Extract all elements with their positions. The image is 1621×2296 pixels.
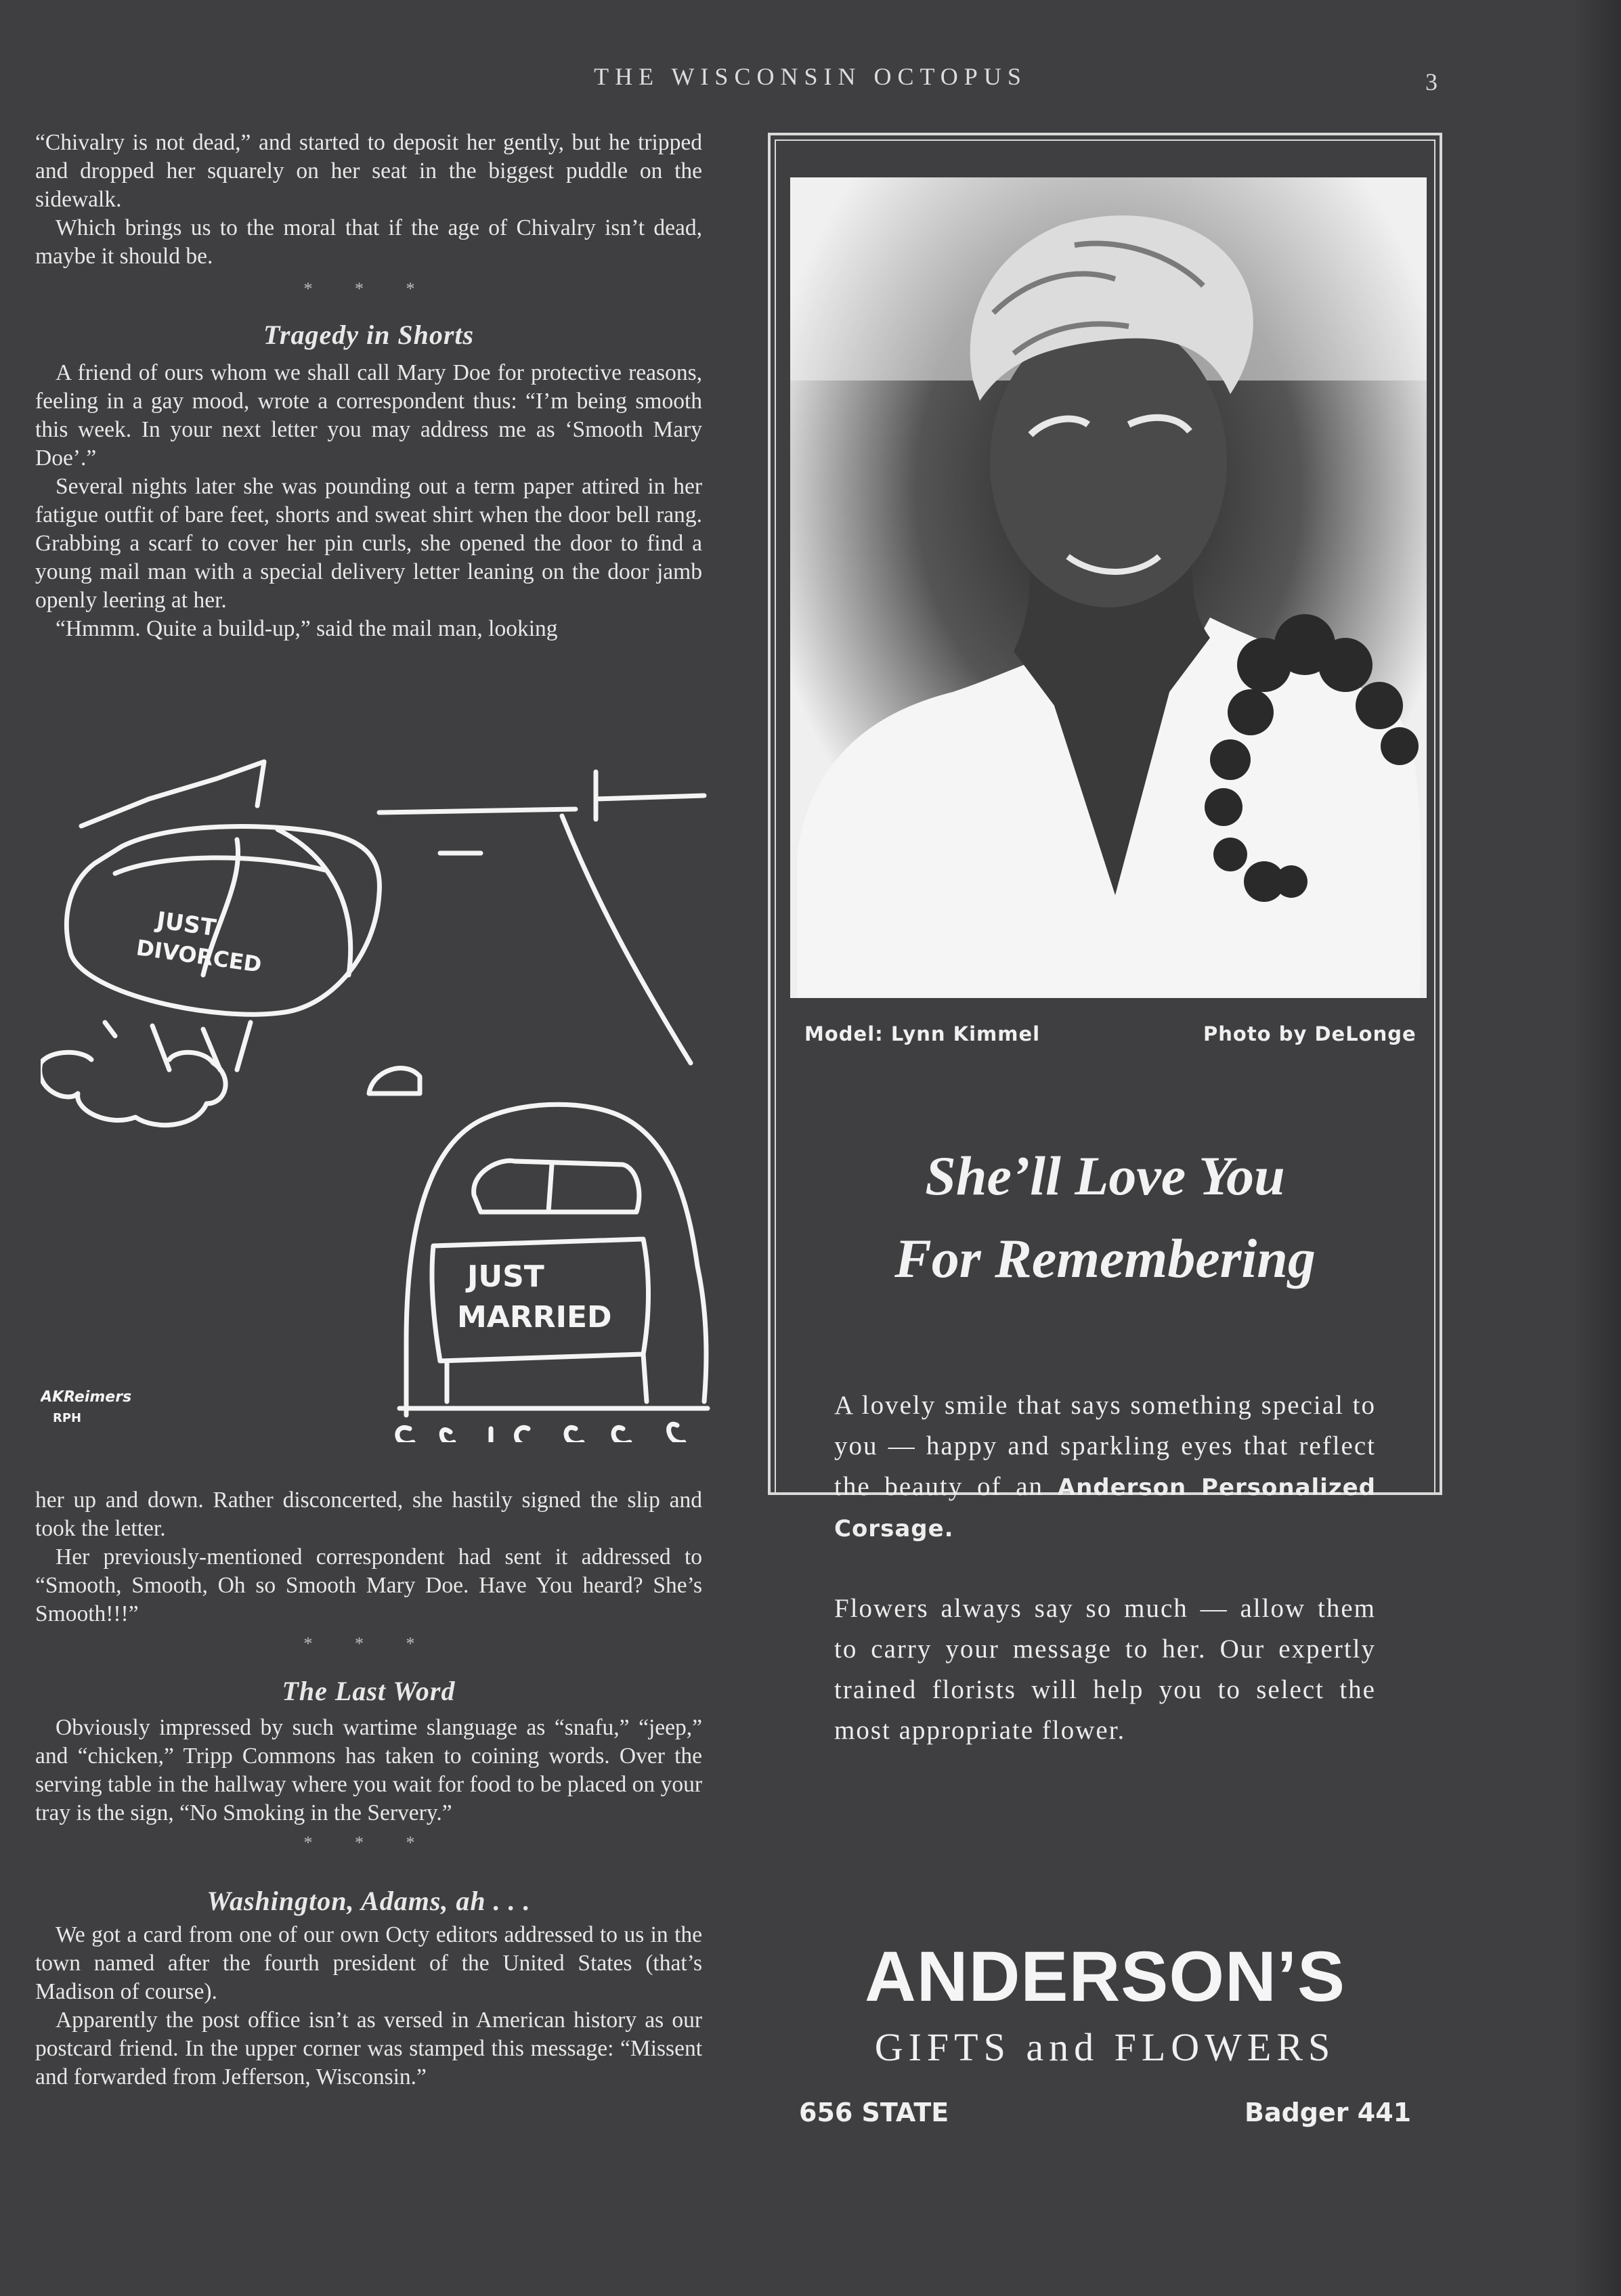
tragedy-paragraph-2: Several nights later she was pounding out a term paper attired in her fatigue outfit of bare feet, shorts and sweat shirt when the door bell rang. Grabbing a scarf to cover her pin curls, she opened the door to find a young mail man with a special delivery letter leaning on the door jamb openly leering at her. <box>35 474 702 613</box>
ad-body-text-1: A lovely smile that says something special to you — happy and sparkling eyes that reflect the beauty of an <box>834 1391 1376 1501</box>
married-sign-line2: MARRIED <box>457 1300 612 1335</box>
road-line <box>379 809 576 813</box>
section-separator: * * * <box>303 1634 434 1653</box>
page-edge-shadow <box>1574 0 1621 2296</box>
brand-tagline: GIFTS and FLOWERS <box>874 2025 1336 2069</box>
section-separator: * * * <box>303 279 434 299</box>
ad-body-emphasis: Anderson Personalized Corsage. <box>834 1474 1377 1542</box>
washington-paragraph-2: Apparently the post office isn’t as versed in American history as our postcard friend. In the upper corner was stamped this message: “Missent and forwarded from Jefferson, Wisconsin.” <box>35 2008 702 2089</box>
tragedy-paragraph-3-continued: her up and down. Rather disconcerted, she hastily signed the slip and took the letter. <box>35 1488 702 1541</box>
ad-headline-line1: She’ll Love You <box>925 1145 1285 1207</box>
married-car-window <box>474 1161 639 1212</box>
model-credit: Model: Lynn Kimmel <box>804 1022 1041 1045</box>
artist-signature-sub: RPH <box>53 1411 82 1425</box>
ad-headline-line2: For Remembering <box>894 1228 1316 1289</box>
ad-body-paragraph-2: Flowers always say so much — allow them to carry your message to her. Our expertly trained florists will help you to select the most appropriate flower. <box>834 1594 1376 1745</box>
signpost <box>596 772 704 819</box>
married-car-body <box>406 1104 706 1415</box>
washington-paragraph-1: We got a card from one of our own Octy editors addressed to us in the town named after the fourth president of the United States (that’s Madison of course). <box>35 1922 702 2004</box>
intro-paragraph: “Chivalry is not dead,” and started to deposit her gently, but he tripped and dropped her squarely on her seat in the biggest puddle on the sidewalk. <box>35 130 702 212</box>
store-address: 656 STATE <box>799 2098 949 2127</box>
tragedy-paragraph-1: A friend of ours whom we shall call Mary Doe for protective reasons, feeling in a gay mood, wrote a correspondent thus: “I’m being smooth this week. In your next letter you may address me as ‘Smooth Mary Doe’.” <box>35 360 702 471</box>
divorced-sign-line1: JUST <box>154 907 218 943</box>
page-number: 3 <box>1425 68 1438 95</box>
divorced-sign-line2: DIVORCED <box>134 934 263 978</box>
section-title-washington: Washington, Adams, ah . . . <box>207 1886 531 1916</box>
section-title-last-word: The Last Word <box>282 1676 456 1706</box>
dust-cloud <box>41 1052 225 1125</box>
section-separator: * * * <box>303 1833 434 1853</box>
hat <box>369 1068 420 1093</box>
last-word-paragraph: Obviously impressed by such wartime slanguage as “snafu,” “jeep,” and “chicken,” Tripp Commons has taken to coining words. Over the serving table in the hallway where you wait for food to be placed on your tray is the sign, “No Smoking in the Servery.” <box>35 1715 702 1825</box>
tragedy-paragraph-3: “Hmmm. Quite a build-up,” said the mail man, looking <box>56 616 558 641</box>
section-title-tragedy: Tragedy in Shorts <box>263 320 475 350</box>
married-sign-line1: JUST <box>467 1259 544 1294</box>
cartoon-illustration <box>41 752 718 1442</box>
running-head: THE WISCONSIN OCTOPUS <box>594 63 1027 90</box>
road-edge <box>562 816 691 1063</box>
artist-signature: AKReimers <box>41 1389 132 1406</box>
ad-body-paragraph-1 <box>834 1385 1376 1549</box>
brand-name: ANDERSON’S <box>864 1937 1346 2016</box>
photo-credit: Photo by DeLonge <box>1203 1022 1417 1045</box>
left-column-lower <box>35 1486 702 2092</box>
tragedy-paragraph-4: Her previously-mentioned correspondent had sent it addressed to “Smooth, Smooth, Oh so Smooth Mary Doe. Have You heard? She’s Smooth!!!” <box>35 1544 702 1626</box>
moral-paragraph: Which brings us to the moral that if the age of Chivalry isn’t dead, maybe it should be. <box>35 215 702 269</box>
store-phone: Badger 441 <box>1245 2098 1412 2127</box>
left-column-upper <box>35 129 702 643</box>
tin-cans <box>397 1424 684 1442</box>
model-photo <box>790 177 1427 998</box>
